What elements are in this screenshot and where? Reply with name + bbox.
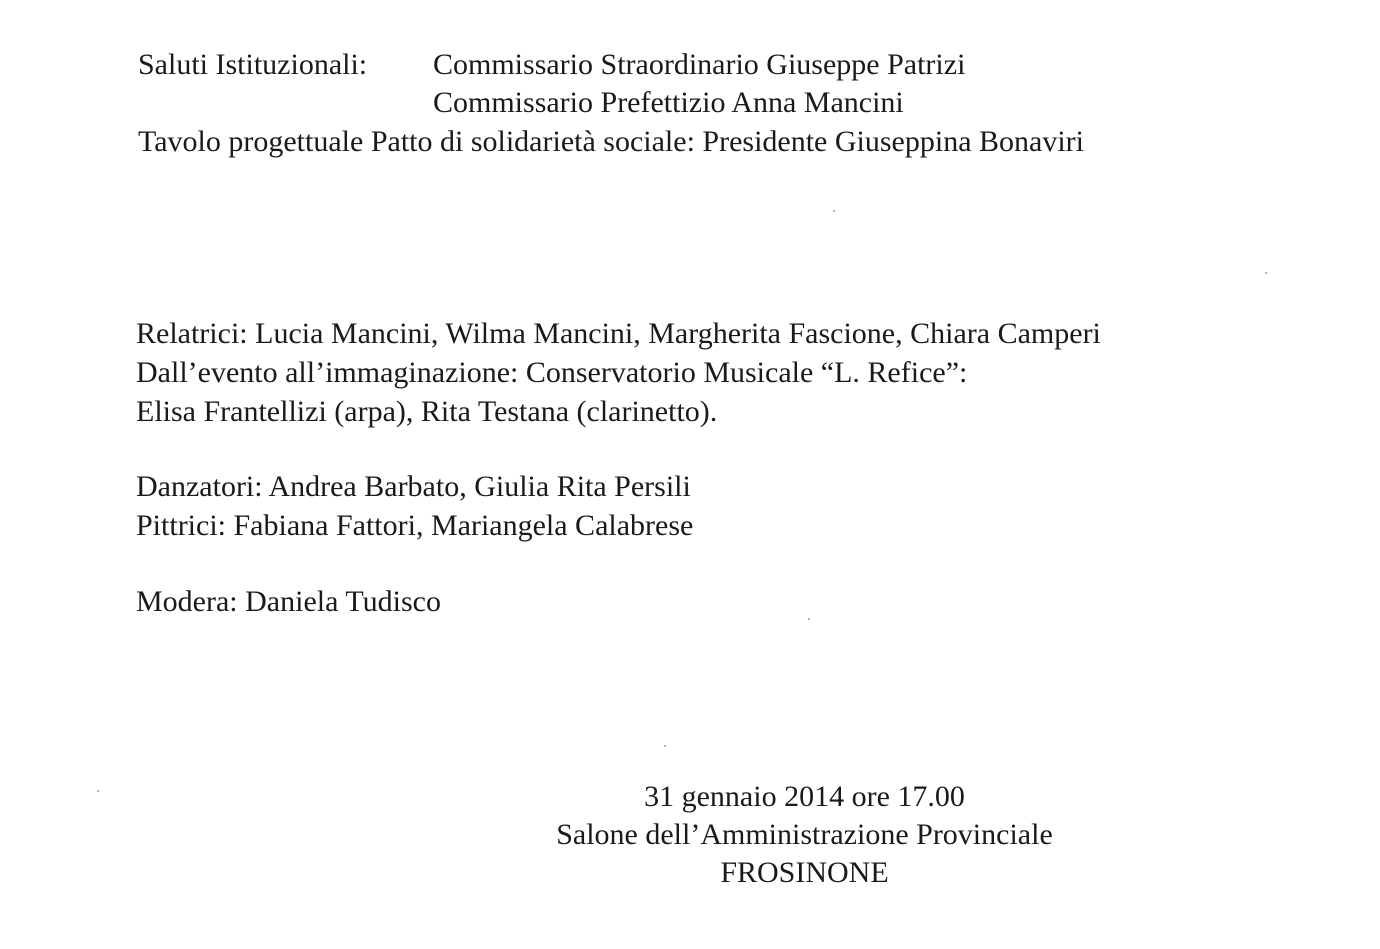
scan-speck: [1265, 272, 1267, 274]
event-datetime: 31 gennaio 2014 ore 17.00: [644, 780, 965, 813]
musicisti-line: Elisa Frantellizi (arpa), Rita Testana (clarinetto).: [136, 395, 718, 428]
tavolo-line: Tavolo progettuale Patto di solidarietà sociale: Presidente Giuseppina Bonaviri: [138, 125, 1084, 158]
relatrici-line: Relatrici: Lucia Mancini, Wilma Mancini, Margherita Fascione, Chiara Camperi: [136, 317, 1101, 350]
saluti-line-2: Commissario Prefettizio Anna Mancini: [433, 86, 904, 119]
modera-line: Modera: Daniela Tudisco: [136, 585, 441, 618]
danzatori-line: Danzatori: Andrea Barbato, Giulia Rita Persili: [136, 470, 691, 503]
pittrici-line: Pittrici: Fabiana Fattori, Mariangela Calabrese: [136, 509, 694, 542]
event-city: FROSINONE: [720, 856, 889, 889]
event-venue: Salone dell’Amministrazione Provinciale: [556, 818, 1053, 851]
scan-speck: [833, 210, 835, 212]
scan-speck: [664, 745, 666, 747]
saluti-line-1: Commissario Straordinario Giuseppe Patrizi: [433, 48, 966, 81]
event-details: [528, 778, 1081, 892]
scan-speck: [808, 618, 810, 620]
evento-line: Dall’evento all’immaginazione: Conservatorio Musicale “L. Refice”:: [136, 356, 968, 389]
saluti-label: Saluti Istituzionali:: [138, 48, 368, 81]
scan-speck: [97, 790, 99, 792]
